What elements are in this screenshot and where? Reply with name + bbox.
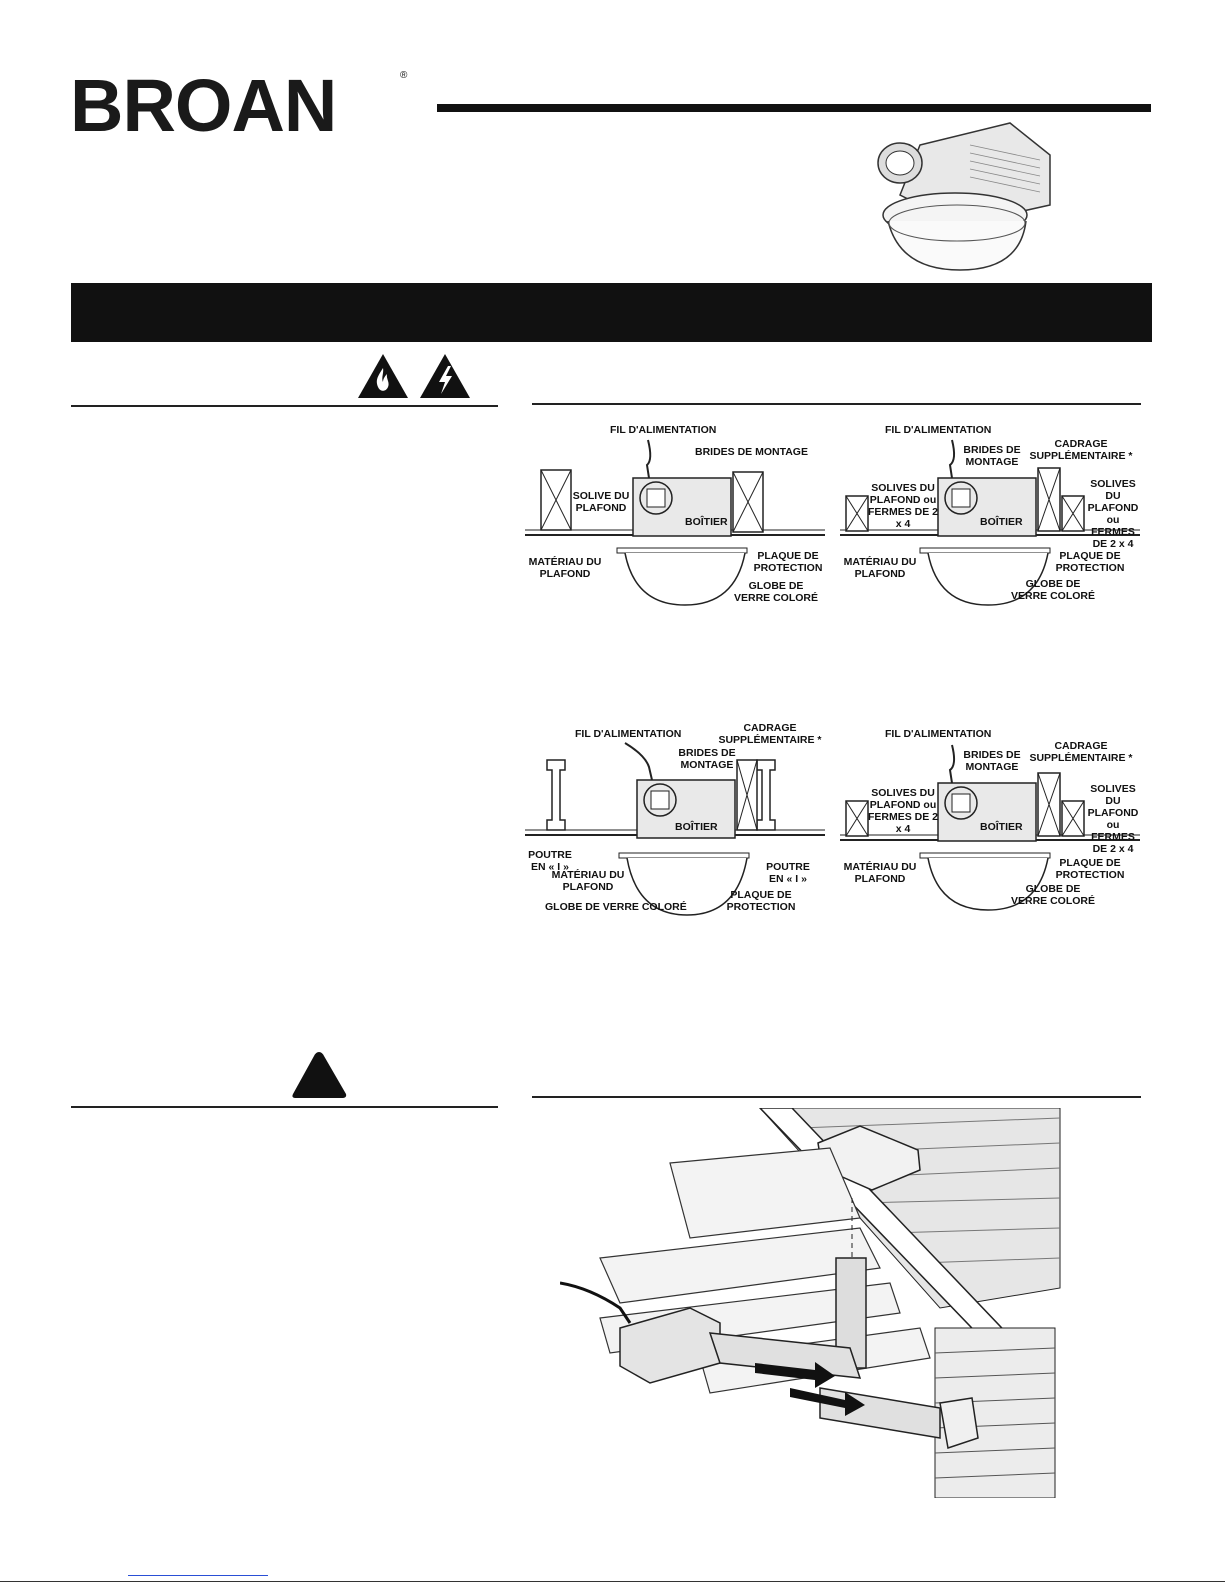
title-band <box>71 283 1152 342</box>
label-boitier: BOÎTIER <box>980 821 1023 833</box>
label-materiau-plafond: MATÉRIAU DU PLAFOND <box>843 556 917 580</box>
footer-rule <box>0 1581 1225 1582</box>
product-fan-light-illustration <box>860 115 1060 275</box>
footer-link-underline[interactable] <box>128 1575 268 1576</box>
mounting-diagram-i-beam <box>525 722 825 920</box>
label-globe-verre: GLOBE DE VERRE COLORÉ <box>1010 578 1095 602</box>
label-globe-verre: GLOBE DE VERRE COLORÉ <box>1010 883 1095 907</box>
label-solives-plafond-right: SOLIVES DU PLAFOND ou FERMES DE 2 x 4 <box>1087 478 1139 550</box>
mounting-diagram-joist <box>525 420 825 610</box>
label-materiau-plafond: MATÉRIAU DU PLAFOND <box>528 556 602 580</box>
right-section-rule-1 <box>532 403 1141 405</box>
brand-logo <box>70 64 410 147</box>
label-poutre-left: POUTRE EN « I » <box>528 849 572 873</box>
label-boitier: BOÎTIER <box>675 821 718 833</box>
right-section-rule-2 <box>532 1096 1141 1098</box>
label-solives-plafond-left: SOLIVES DU PLAFOND ou FERMES DE 2 x 4 <box>868 482 939 530</box>
header-rule <box>437 104 1151 112</box>
label-poutre-right: POUTRE EN « I » <box>766 861 810 885</box>
label-fil-alimentation: FIL D'ALIMENTATION <box>885 424 992 436</box>
label-brides-montage: BRIDES DE MONTAGE <box>695 446 808 458</box>
mounting-diagram-extra-framing <box>840 420 1140 610</box>
label-cadrage-supplementaire: CADRAGE SUPPLÉMENTAIRE * <box>1029 438 1133 462</box>
label-brides-montage: BRIDES DE MONTAGE <box>678 747 736 771</box>
label-materiau-plafond: MATÉRIAU DU PLAFOND <box>843 861 917 885</box>
label-brides-montage: BRIDES DE MONTAGE <box>963 444 1021 468</box>
label-fil-alimentation: FIL D'ALIMENTATION <box>885 728 992 740</box>
label-globe-verre: GLOBE DE VERRE COLORÉ <box>545 901 687 913</box>
label-boitier: BOÎTIER <box>685 516 728 528</box>
label-plaque-protection: PLAQUE DE PROTECTION <box>726 889 796 913</box>
label-brides-montage: BRIDES DE MONTAGE <box>963 749 1021 773</box>
mounting-diagram-trusses <box>840 725 1140 915</box>
electric-hazard-icon <box>418 352 472 400</box>
label-plaque-protection: PLAQUE DE PROTECTION <box>1055 857 1125 881</box>
label-plaque-protection: PLAQUE DE PROTECTION <box>753 550 823 574</box>
brand-name: BROAN <box>70 64 337 147</box>
label-solive-plafond: SOLIVE DU PLAFOND <box>572 490 630 514</box>
caution-triangle-icon <box>290 1050 348 1100</box>
label-boitier: BOÎTIER <box>980 516 1023 528</box>
fire-hazard-icon <box>356 352 410 400</box>
label-cadrage-supplementaire: CADRAGE SUPPLÉMENTAIRE * <box>1029 740 1133 764</box>
label-fil-alimentation: FIL D'ALIMENTATION <box>575 728 682 740</box>
label-plaque-protection: PLAQUE DE PROTECTION <box>1055 550 1125 574</box>
label-solives-plafond-right: SOLIVES DU PLAFOND ou FERMES DE 2 x 4 <box>1087 783 1139 855</box>
label-cadrage-supplementaire: CADRAGE SUPPLÉMENTAIRE * <box>718 722 822 746</box>
left-section-rule-1 <box>71 405 498 407</box>
ducting-installation-illustration <box>560 1108 1080 1498</box>
label-solives-plafond-left: SOLIVES DU PLAFOND ou FERMES DE 2 x 4 <box>868 787 939 835</box>
label-materiau-plafond: MATÉRIAU DU PLAFOND <box>551 869 625 893</box>
label-globe-verre: GLOBE DE VERRE COLORÉ <box>733 580 818 604</box>
left-section-rule-2 <box>71 1106 498 1108</box>
label-fil-alimentation: FIL D'ALIMENTATION <box>610 424 717 436</box>
registered-mark: ® <box>400 70 408 81</box>
